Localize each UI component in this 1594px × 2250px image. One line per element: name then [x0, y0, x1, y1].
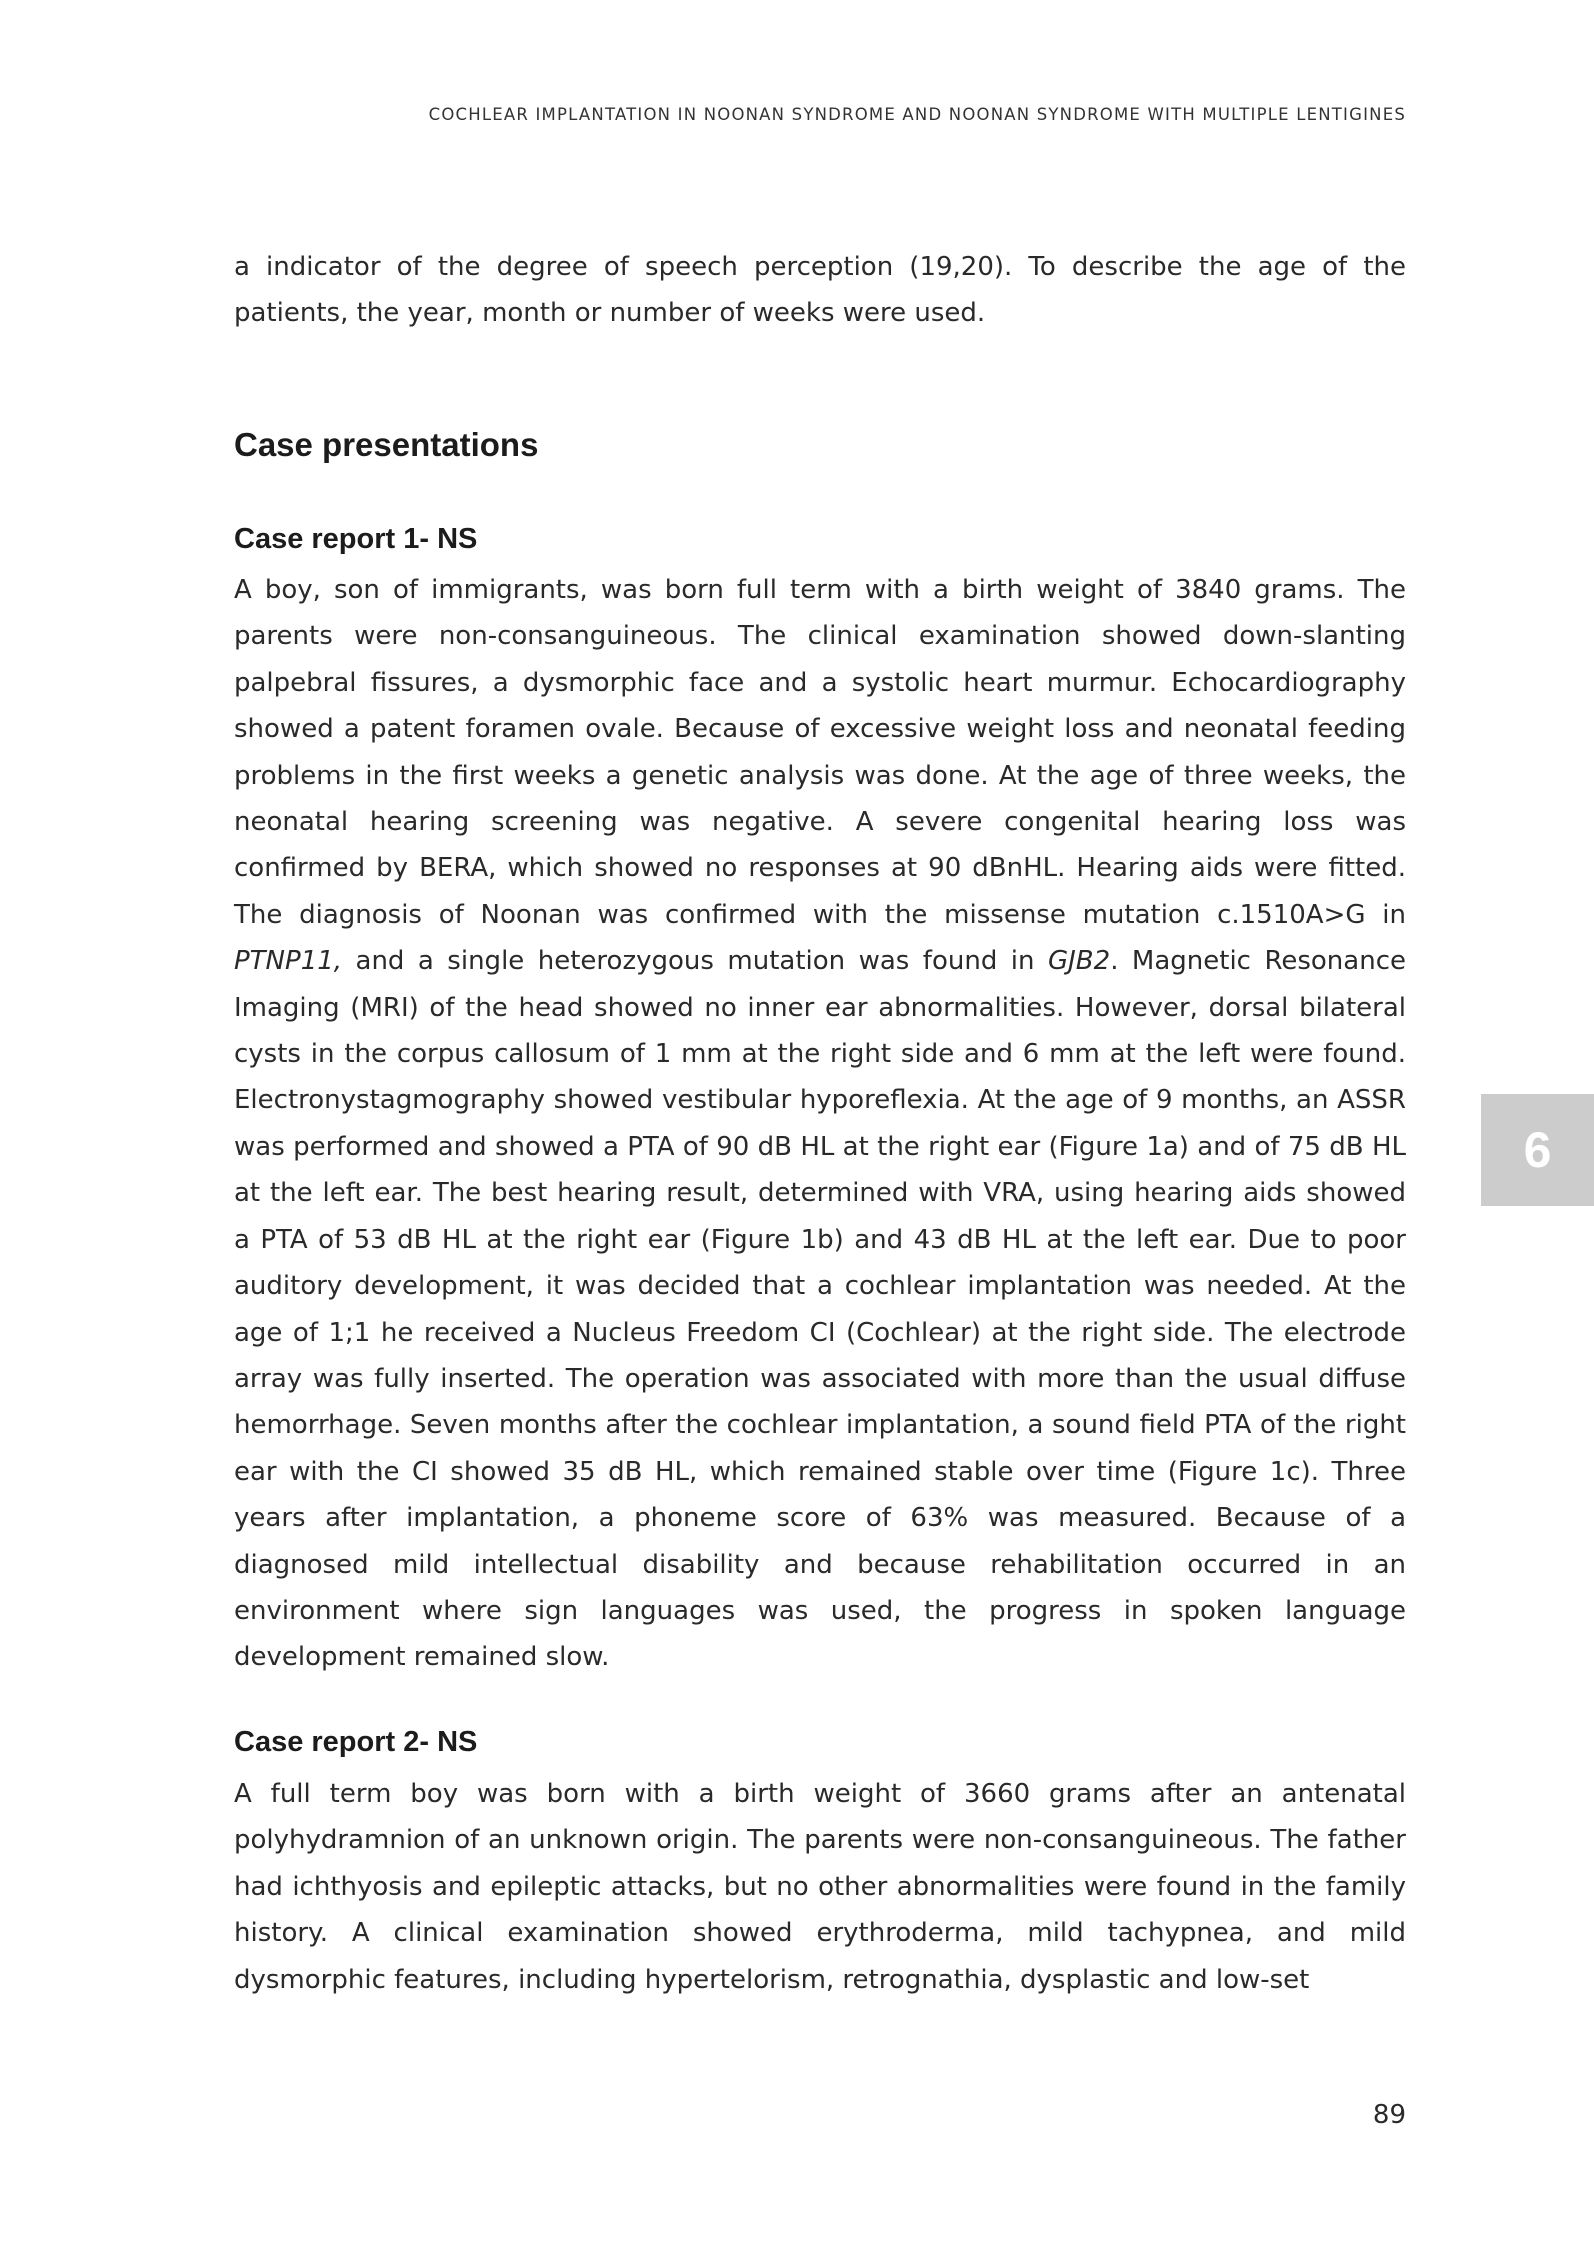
running-header: COCHLEAR IMPLANTATION IN NOONAN SYNDROME AND NOONAN SYNDROME WITH MULTIPLE LENTIGINES — [428, 105, 1406, 124]
case1-text-part1: A boy, son of immigrants, was born full term with a birth weight of 3840 grams. The parents were non-consanguineous. The clinical examination showed down-slanting palpebral fissures, a dysmorphic face and a systolic heart murmur. Echocardiography showed a patent foramen ovale. Because of excessive weight loss and neonatal feeding problems in the first weeks a genetic analysis was done. At the age of three weeks, the neonatal hearing screening was negative. A severe congenital hearing loss was confirmed by BERA, which showed no responses at 90 dBnHL. Hearing aids were fitted. The diagnosis of Noonan was confirmed with the missense mutation c.1510A>G in — [234, 575, 1406, 930]
section-heading: Case presentations — [234, 426, 539, 463]
case-report-1-paragraph — [234, 567, 1406, 1681]
case1-text-part2: and a single heterozygous mutation was found in — [342, 946, 1048, 977]
chapter-number: 6 — [1523, 1122, 1552, 1178]
page-number: 89 — [1372, 2100, 1406, 2130]
case1-text-part3: . Magnetic Resonance Imaging (MRI) of the head showed no inner ear abnormalities. However, dorsal bilateral cysts in the corpus callosum of 1 mm at the right side and 6 mm at the left were found. Electronystagmography showed vestibular hyporeflexia. At the age of 9 months, an ASSR was performed and showed a PTA of 90 dB HL at the right ear (Figure 1a) and of 75 dB HL at the left ear. The best hearing result, determined with VRA, using hearing aids showed a PTA of 53 dB HL at the right ear (Figure 1b) and 43 dB HL at the left ear. Due to poor auditory development, it was decided that a cochlear implantation was needed. At the age of 1;1 he received a Nucleus Freedom CI (Cochlear) at the right side. The electrode array was fully inserted. The operation was associated with more than the usual diffuse hemorrhage. Seven months after the cochlear implantation, a sound field PTA of the right ear with the CI showed 35 dB HL, which remained stable over time (Figure 1c). Three years after implantation, a phoneme score of 63% was measured. Because of a diagnosed mild intellectual disability and because rehabilitation occurred in an environment where sign languages was used, the progress in spoken language development remained slow. — [234, 946, 1406, 1673]
intro-paragraph: a indicator of the degree of speech perception (19,20). To describe the age of the patients, the year, month or number of weeks were used. — [234, 252, 1406, 329]
case-report-1-heading: Case report 1- NS — [234, 523, 478, 555]
case-report-2-heading: Case report 2- NS — [234, 1726, 478, 1758]
gene-name-ptnp11: PTNP11, — [234, 946, 343, 977]
chapter-tab — [1481, 1094, 1594, 1206]
case-report-2-paragraph: A full term boy was born with a birth weight of 3660 grams after an antenatal polyhydramnion of an unknown origin. The parents were non-consanguineous. The father had ichthyosis and epileptic attacks, but no other abnormalities were found in the family history. A clinical examination showed erythroderma, mild tachypnea, and mild dysmorphic features, including hypertelorism, retrognathia, dysplastic and low-set — [234, 1779, 1406, 1995]
gene-name-gjb2: GJB2 — [1047, 946, 1111, 977]
